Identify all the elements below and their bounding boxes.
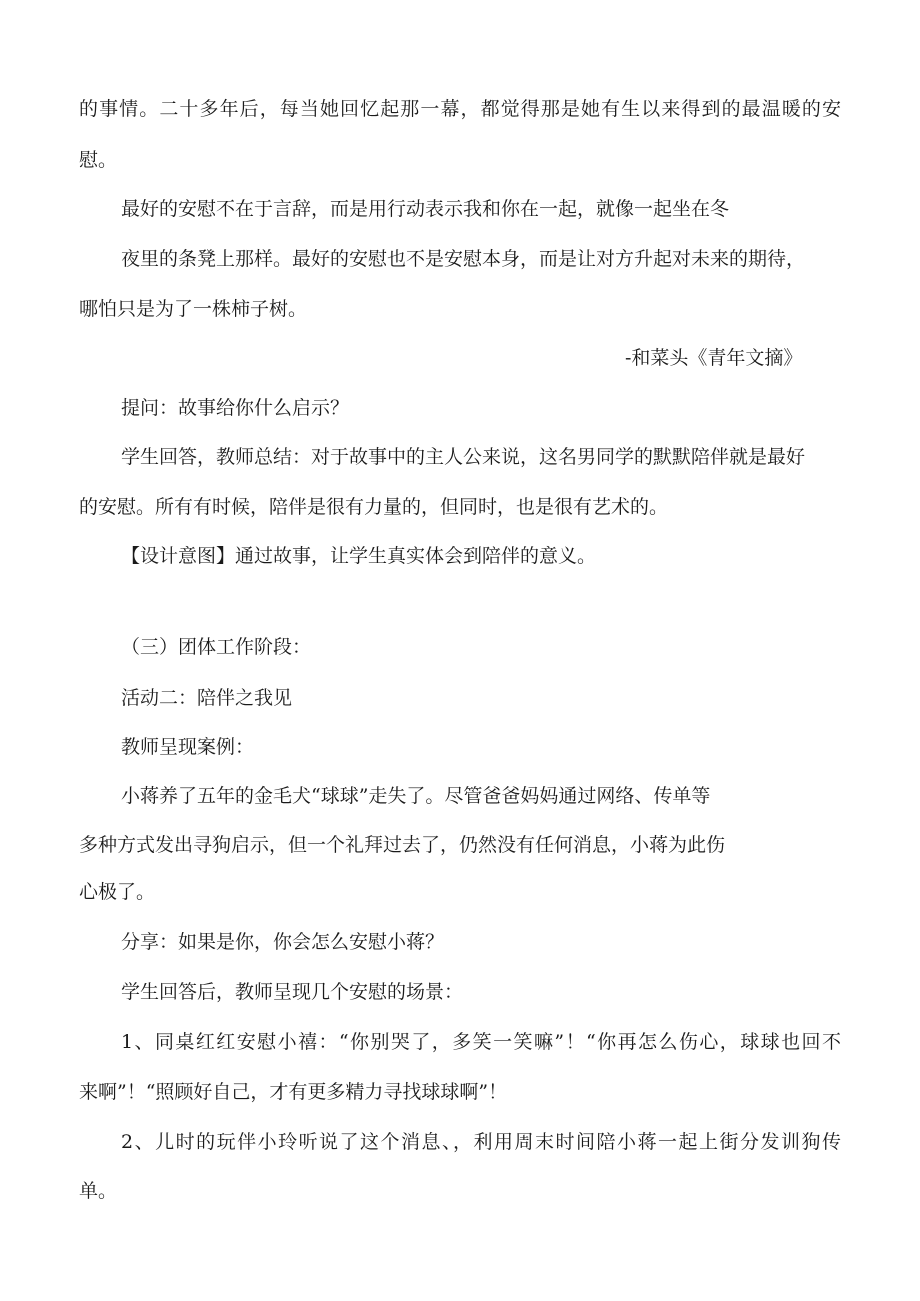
summary-line-1: 学生回答，教师总结：对于故事中的主人公来说，这名男同学的默默陪伴就是最好 [121, 446, 806, 468]
scenario-2-line-2: 单。 [79, 1180, 118, 1202]
scenario-1-line-2: 来啊”！“照顾好自己，才有更多精力寻找球球啊”！ [79, 1081, 508, 1103]
case-intro-line: 教师呈现案例： [121, 736, 255, 758]
paragraph-line-2: 慰。 [79, 149, 118, 171]
section-heading: （三）团体工作阶段： [121, 636, 312, 658]
activity-title: 活动二：陪伴之我见 [121, 687, 293, 709]
paragraph-line-5: 哪怕只是为了一株柿子树。 [79, 298, 308, 320]
summary-line-2: 的安慰。所有有时候，陪伴是很有力量的，但同时，也是很有艺术的。 [79, 496, 669, 518]
scenario-2-line-1: 2、儿时的玩伴小玲听说了这个消息、，利用周末时间陪小蒋一起上街分发训狗传 [121, 1131, 841, 1153]
case-line-1: 小蒋养了五年的金毛犬“球球”走失了。尽管爸爸妈妈通过网络、传单等 [121, 785, 711, 807]
design-intent-line: 【设计意图】通过故事，让学生真实体会到陪伴的意义。 [121, 545, 597, 567]
share-prompt-line: 分享：如果是你，你会怎么安慰小蒋？ [121, 931, 445, 953]
scenarios-intro-line: 学生回答后，教师呈现几个安慰的场景： [121, 981, 464, 1003]
scenario-1-line-1: 1、同桌红红安慰小禧：“你别哭了，多笑一笑嘛”！“你再怎么伤心，球球也回不 [121, 1031, 841, 1053]
paragraph-line-4: 夜里的条凳上那样。最好的安慰也不是安慰本身，而是让对方升起对未来的期待， [121, 248, 806, 270]
case-line-2: 多种方式发出寻狗启示，但一个礼拜过去了，仍然没有任何消息，小蒋为此伤 [79, 834, 726, 856]
question-line: 提问：故事给你什么启示？ [121, 397, 350, 419]
citation-line: -和菜头《青年文摘》 [625, 347, 803, 369]
case-line-3: 心极了。 [79, 881, 156, 903]
paragraph-line-3: 最好的安慰不在于言辞，而是用行动表示我和你在一起，就像一起坐在冬 [121, 198, 730, 220]
paragraph-line-1: 的事情。二十多年后，每当她回忆起那一幕，都觉得那是她有生以来得到的最温暖的安 [79, 98, 841, 120]
